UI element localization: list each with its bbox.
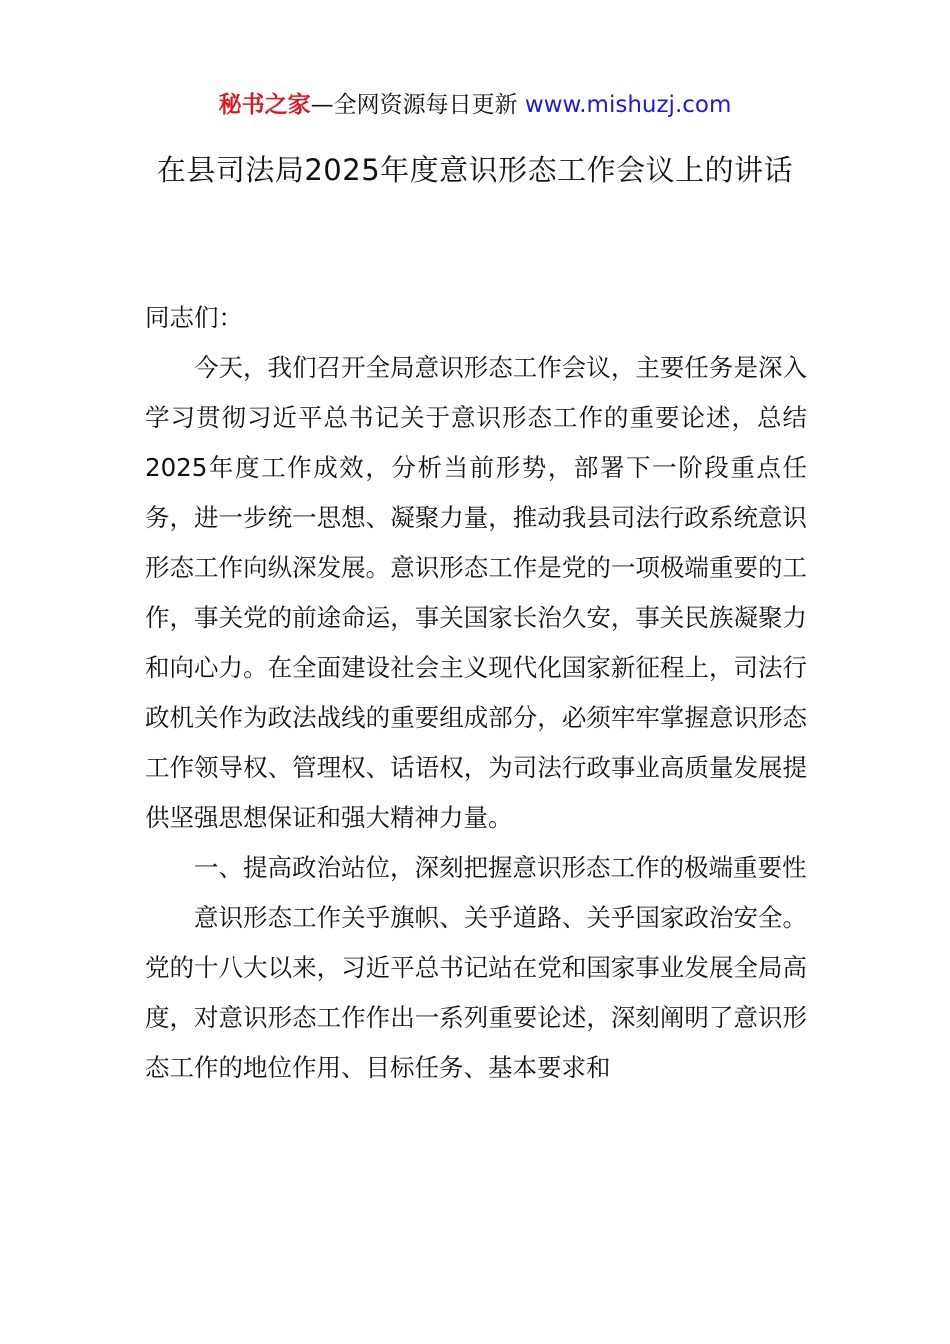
paragraph-section-1: 意识形态工作关乎旗帜、关乎道路、关乎国家政治安全。党的十八大以来，习近平总书记站在党和国家事业发展全局高度，对意识形态工作作出一系列重要论述，深刻阐明了意识形态工作的地位作用、目标任务、基本要求和 [145,903,807,1082]
salutation: 同志们： [145,303,243,332]
site-header [0,88,950,122]
section-heading-1: 一、提高政治站位，深刻把握意识形态工作的极端重要性 [194,853,807,882]
site-url-link[interactable]: www.mishuzj.com [524,92,732,118]
paragraph-intro: 今天，我们召开全局意识形态工作会议，主要任务是深入学习贯彻习近平总书记关于意识形态工作的重要论述，总结2025年度工作成效，分析当前形势，部署下一阶段重点任务，进一步统一思想、凝聚力量，推动我县司法行政系统意识形态工作向纵深发展。意识形态工作是党的一项极端重要的工作，事关党的前途命运，事关国家长治久安，事关民族凝聚力和向心力。在全面建设社会主义现代化国家新征程上，司法行政机关作为政法战线的重要组成部分，必须牢牢掌握意识形态工作领导权、管理权、话语权，为司法行政事业高质量发展提供坚强思想保证和强大精神力量。 [145,353,807,832]
site-brand: 秘书之家 [218,92,311,118]
document-body [145,293,807,1093]
site-tagline: —全网资源每日更新 [310,92,525,118]
document-title: 在县司法局2025年度意识形态工作会议上的讲话 [156,153,794,187]
